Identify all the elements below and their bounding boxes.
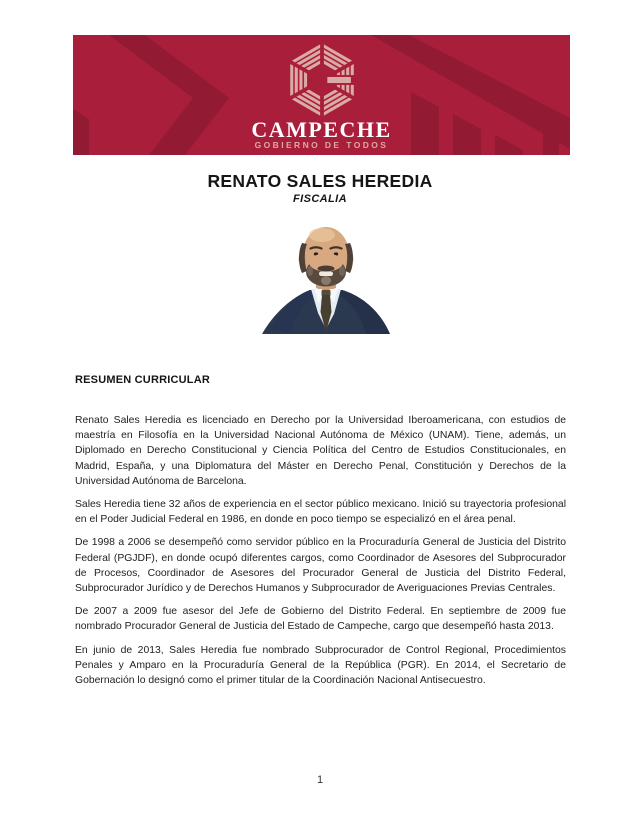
resume-section xyxy=(75,374,566,696)
resume-paragraph-2: Sales Heredia tiene 32 años de experiencia en el sector público mexicano. Inició su trayectoria profesional en el Poder Judicial Federal en 1986, en donde en poco tiempo se especializó en el área penal. xyxy=(75,499,566,526)
campeche-logo-icon xyxy=(284,42,360,118)
resume-paragraph-5: En junio de 2013, Sales Heredia fue nombrado Subprocurador de Control Regional, Procedimientos Penales y Amparo en la Procuraduría General de la República (PGR). En 2014, el Secretario de Gobernación lo designó como el primer titular de la Coordinación Nacional Antisecuestro. xyxy=(75,644,566,687)
resume-heading: RESUMEN CURRICULAR xyxy=(75,374,210,386)
brand-wordmark: CAMPECHE xyxy=(251,117,392,142)
page-number: 1 xyxy=(316,774,324,786)
resume-paragraph-4: De 2007 a 2009 fue asesor del Jefe de Gobierno del Distrito Federal. En septiembre de 2009 fue nombrado Procurador General de Justicia del Estado de Campeche, cargo que desempeñó hasta 2013. xyxy=(75,606,566,633)
resume-paragraph-3: De 1998 a 2006 se desempeñó como servidor público en la Procuraduría General de Justicia del Distrito Federal (PGJDF), en donde ocupó diferentes cargos, como Coordinador de Asesores del Subprocurador de Procesos, Coordinador de Asesores del Procurador General de Justicia del Distrito Federal, Subprocurador Jurídico y de Derechos Humanos y Subprocurador de Averiguaciones Previas Centrales. xyxy=(75,537,566,595)
portrait-photo xyxy=(238,216,414,334)
person-name: RENATO SALES HEREDIA xyxy=(207,171,433,191)
title-block xyxy=(0,171,640,205)
brand-tagline: GOBIERNO DE TODOS xyxy=(254,140,389,150)
resume-paragraph-1: Renato Sales Heredia es licenciado en Derecho por la Universidad Iberoamericana, con estudios de maestría en Filosofía en la Universidad Nacional Autónoma de México (UNAM). Tiene, además, un Diplomado en Derecho Constitucional y Ciencia Política del Centro de Estudios Constitucionales, en Madrid, España, y una Diplomatura del Máster en Derecho Penal, Constitución y Derechos de la Universidad Autónoma de Barcelona. xyxy=(75,415,566,487)
campeche-banner xyxy=(73,35,570,155)
page-footer xyxy=(0,774,640,786)
person-role: FISCALIA xyxy=(293,193,347,205)
